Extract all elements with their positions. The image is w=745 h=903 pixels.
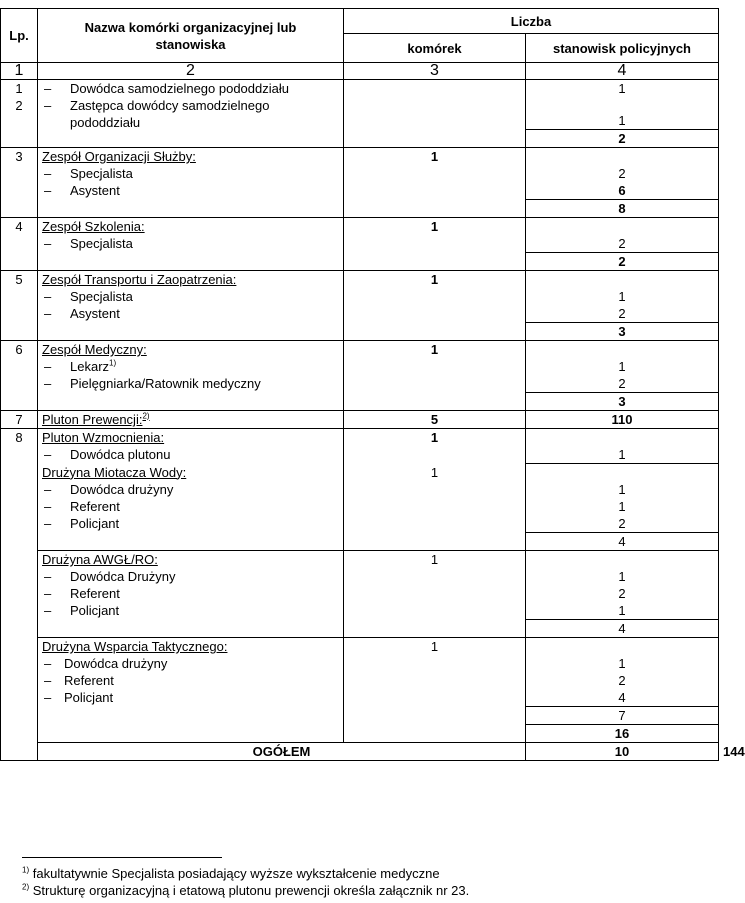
item-label: Policjant	[70, 603, 120, 618]
dash: –	[44, 515, 52, 531]
dash: –	[44, 569, 52, 584]
row-cells-5: 1	[344, 271, 526, 341]
post-value: 1	[618, 569, 626, 584]
post-value: 1	[618, 359, 626, 374]
row-sum-5: 3	[526, 323, 719, 341]
dash: –	[44, 376, 52, 391]
row-sum-1-2: 2	[526, 130, 719, 148]
dash: –	[44, 673, 52, 688]
dash: –	[44, 81, 52, 96]
row-lp-5: 5	[1, 271, 38, 341]
row-posts-5	[526, 271, 719, 323]
footnotes	[22, 865, 469, 899]
dash: –	[44, 359, 52, 374]
col-number-2: 2	[38, 63, 344, 80]
item-label: Policjant	[70, 515, 120, 531]
list-item	[42, 481, 339, 498]
footnote-text: Strukturę organizacyjną i etatową plutonu prewencji określa załącznik nr 23.	[32, 883, 470, 898]
item-label: Asystent	[70, 306, 120, 321]
unit-title: Zespół Szkolenia:	[42, 219, 145, 234]
row-posts-4	[526, 218, 719, 253]
list-item	[42, 80, 339, 97]
staffing-table-container	[0, 8, 745, 761]
dash: –	[44, 98, 52, 113]
footnote-ref: 2)	[142, 411, 150, 421]
list-item	[42, 655, 339, 672]
unit-title: Drużyna Wsparcia Taktycznego:	[42, 639, 228, 654]
unit-title: Drużyna AWGŁ/RO:	[42, 552, 158, 567]
dash: –	[44, 656, 52, 671]
row-posts-8-s2	[526, 551, 719, 620]
item-label: Dowódca plutonu	[70, 447, 171, 462]
list-item	[42, 235, 339, 252]
item-label: Referent	[64, 673, 114, 688]
unit-title: Zespół Transportu i Zaopatrzenia:	[42, 272, 237, 287]
header-lp: Lp.	[1, 9, 38, 63]
grand-total-label: OGÓŁEM	[38, 743, 526, 761]
row-name-5	[38, 271, 344, 341]
dash: –	[44, 586, 52, 601]
dash: –	[44, 447, 52, 462]
row-sum-6: 3	[526, 393, 719, 411]
row-lp-4: 4	[1, 218, 38, 271]
item-label: Specjalista	[70, 289, 133, 304]
footnote-mark: 1)	[22, 865, 30, 875]
header-name: Nazwa komórki organizacyjnej lub stanowiska	[38, 9, 344, 63]
footnote-text: fakultatywnie Specjalista posiadający wyższe wykształcenie medyczne	[32, 866, 440, 881]
row-lp-8: 8	[1, 429, 38, 761]
row-cells-8-s2: 1	[344, 551, 526, 638]
row-cells-8-s1: 1	[344, 464, 526, 551]
footnote-ref: 1)	[109, 358, 117, 368]
item-label: Pielęgniarka/Ratownik medyczny	[70, 376, 261, 391]
row-name-8-head	[38, 429, 344, 464]
row-cells-8-s3: 1	[344, 638, 526, 743]
row-posts-8-s1	[526, 464, 719, 533]
row-posts-8-s3	[526, 638, 719, 707]
item-label: Lekarz	[70, 359, 110, 374]
post-value: 2	[618, 586, 626, 601]
col-number-4: 4	[526, 63, 719, 80]
list-item	[42, 165, 339, 182]
footnote-separator	[22, 857, 222, 858]
row-total-8: 16	[526, 725, 719, 743]
row-posts-3	[526, 148, 719, 200]
list-item	[42, 568, 339, 585]
row-cells-1-2	[344, 80, 526, 148]
post-value: 1	[618, 656, 626, 671]
row-cells-7: 5	[344, 411, 526, 429]
col-number-1: 1	[1, 63, 38, 80]
post-value: 2	[618, 376, 626, 391]
post-value: 2	[618, 306, 626, 321]
dash: –	[44, 289, 52, 304]
item-label: Asystent	[70, 183, 120, 198]
list-item	[42, 446, 339, 463]
row-cells-6: 1	[344, 341, 526, 411]
row-lp-1-2	[1, 80, 38, 148]
row-cells-3: 1	[344, 148, 526, 218]
lp-value: 2	[15, 98, 23, 113]
dash: –	[44, 498, 52, 514]
row-name-8-s3	[38, 638, 344, 743]
post-value: 4	[618, 690, 626, 705]
list-item	[42, 375, 339, 392]
row-posts-8-cmd	[526, 429, 719, 464]
item-label: Dowódca Drużyny	[70, 569, 176, 584]
post-value: 1	[618, 289, 626, 304]
list-item	[42, 689, 339, 706]
post-value: 1	[618, 81, 626, 96]
item-label: Referent	[70, 498, 120, 514]
row-lp-7: 7	[1, 411, 38, 429]
row-cells-8: 1	[344, 429, 526, 464]
item-label: Zastępca dowódcy samodzielnego pododdziału	[70, 98, 270, 130]
item-label: Referent	[70, 586, 120, 601]
dash: –	[44, 481, 52, 497]
row-sum-3: 8	[526, 200, 719, 218]
row-name-6	[38, 341, 344, 411]
row-posts-6	[526, 341, 719, 393]
post-value: 2	[618, 236, 626, 251]
post-value: 1	[618, 447, 626, 462]
dash: –	[44, 166, 52, 181]
col-number-3: 3	[344, 63, 526, 80]
post-value: 2	[618, 673, 626, 688]
row-name-1-2	[38, 80, 344, 148]
row-name-3	[38, 148, 344, 218]
row-sum-8-s2: 4	[526, 620, 719, 638]
row-name-4	[38, 218, 344, 271]
list-item	[42, 97, 339, 131]
header-stanowisk: stanowisk policyjnych	[526, 34, 719, 63]
dash: –	[44, 603, 52, 618]
row-sum-8-s3: 7	[526, 707, 719, 725]
staffing-table: Lp. Nazwa komórki organizacyjnej lub stanowiska Liczba komórek stanowisk policyjnych 1 2 3 4 1 2 – Dowódca samodzielnego pododdziału – Zastępca dowódcy samodzielnego pododdziału 1 1 2 3 Zespół Organizacji Służby: – Specjalista – Asystent 1 2 6 8 4 Zespół Szkolenia: – Specjalista 1 2 2 5 Zespół Transportu i Zaopatrzenia: – Specjalista – Asystent 1 1 2 3 6 Zespół Medyczny: – Lekarz$^{1)}$ – Pielęgniarka/Ratownik medyczny 1 1 2 3 7 Pluton Prewencji:$^{2)}$ 5 110 8 Pluton Wzmocnienia: – Dowódca plutonu 1 1 Drużyna Miotacza Wody: – Dowódca drużyny – Referent – Policjant 1 1 1 2 4 Drużyna AWGŁ/RO: – Dowódca Drużyny – Referent – Policjant 1 1 2 1 4 Drużyna Wsparcia Taktycznego: – Dowódca drużyny – Referent – Policjant 1 1 2 4 7 16 OGÓŁEM 10 144	[0, 8, 719, 761]
footnote-2	[22, 882, 469, 899]
row-name-7	[38, 411, 344, 429]
unit-title: Zespół Medyczny:	[42, 342, 147, 357]
list-item	[42, 672, 339, 689]
post-value: 6	[618, 183, 626, 198]
list-item	[42, 358, 339, 375]
item-label: Dowódca samodzielnego pododdziału	[70, 81, 289, 96]
header-liczba: Liczba	[344, 9, 719, 34]
item-label: Policjant	[64, 690, 114, 705]
row-sum-4: 2	[526, 253, 719, 271]
row-cells-4: 1	[344, 218, 526, 271]
row-sum-8-s1: 4	[526, 533, 719, 551]
item-label: Dowódca drużyny	[70, 481, 174, 497]
unit-title: Drużyna Miotacza Wody:	[42, 464, 187, 480]
post-value: 1	[618, 499, 626, 514]
header-komorek: komórek	[344, 34, 526, 63]
lp-value: 1	[15, 81, 23, 96]
post-value: 1	[618, 603, 626, 618]
list-item	[42, 515, 339, 532]
grand-total-cells: 10	[526, 743, 719, 761]
row-name-8-s2	[38, 551, 344, 638]
item-label: Specjalista	[70, 236, 133, 251]
post-value: 2	[618, 166, 626, 181]
row-lp-6: 6	[1, 341, 38, 411]
dash: –	[44, 690, 52, 705]
row-lp-3: 3	[1, 148, 38, 218]
row-posts-7: 110	[526, 411, 719, 429]
unit-title: Pluton Wzmocnienia:	[42, 430, 165, 445]
list-item	[42, 585, 339, 602]
unit-title: Pluton Prewencji:	[42, 412, 143, 427]
row-posts-1-2	[526, 80, 719, 130]
list-item	[42, 498, 339, 515]
list-item	[42, 182, 339, 199]
item-label: Dowódca drużyny	[64, 656, 168, 671]
row-name-8-s1	[38, 464, 344, 551]
footnote-mark: 2)	[22, 882, 30, 892]
list-item	[42, 288, 339, 305]
list-item	[42, 305, 339, 322]
post-value: 1	[618, 482, 626, 497]
item-label: Specjalista	[70, 166, 133, 181]
dash: –	[44, 183, 52, 198]
post-value: 2	[618, 516, 626, 531]
footnote-1	[22, 865, 469, 882]
dash: –	[44, 236, 52, 251]
post-value: 1	[618, 113, 626, 128]
dash: –	[44, 306, 52, 321]
list-item	[42, 602, 339, 619]
unit-title: Zespół Organizacji Służby:	[42, 149, 196, 164]
